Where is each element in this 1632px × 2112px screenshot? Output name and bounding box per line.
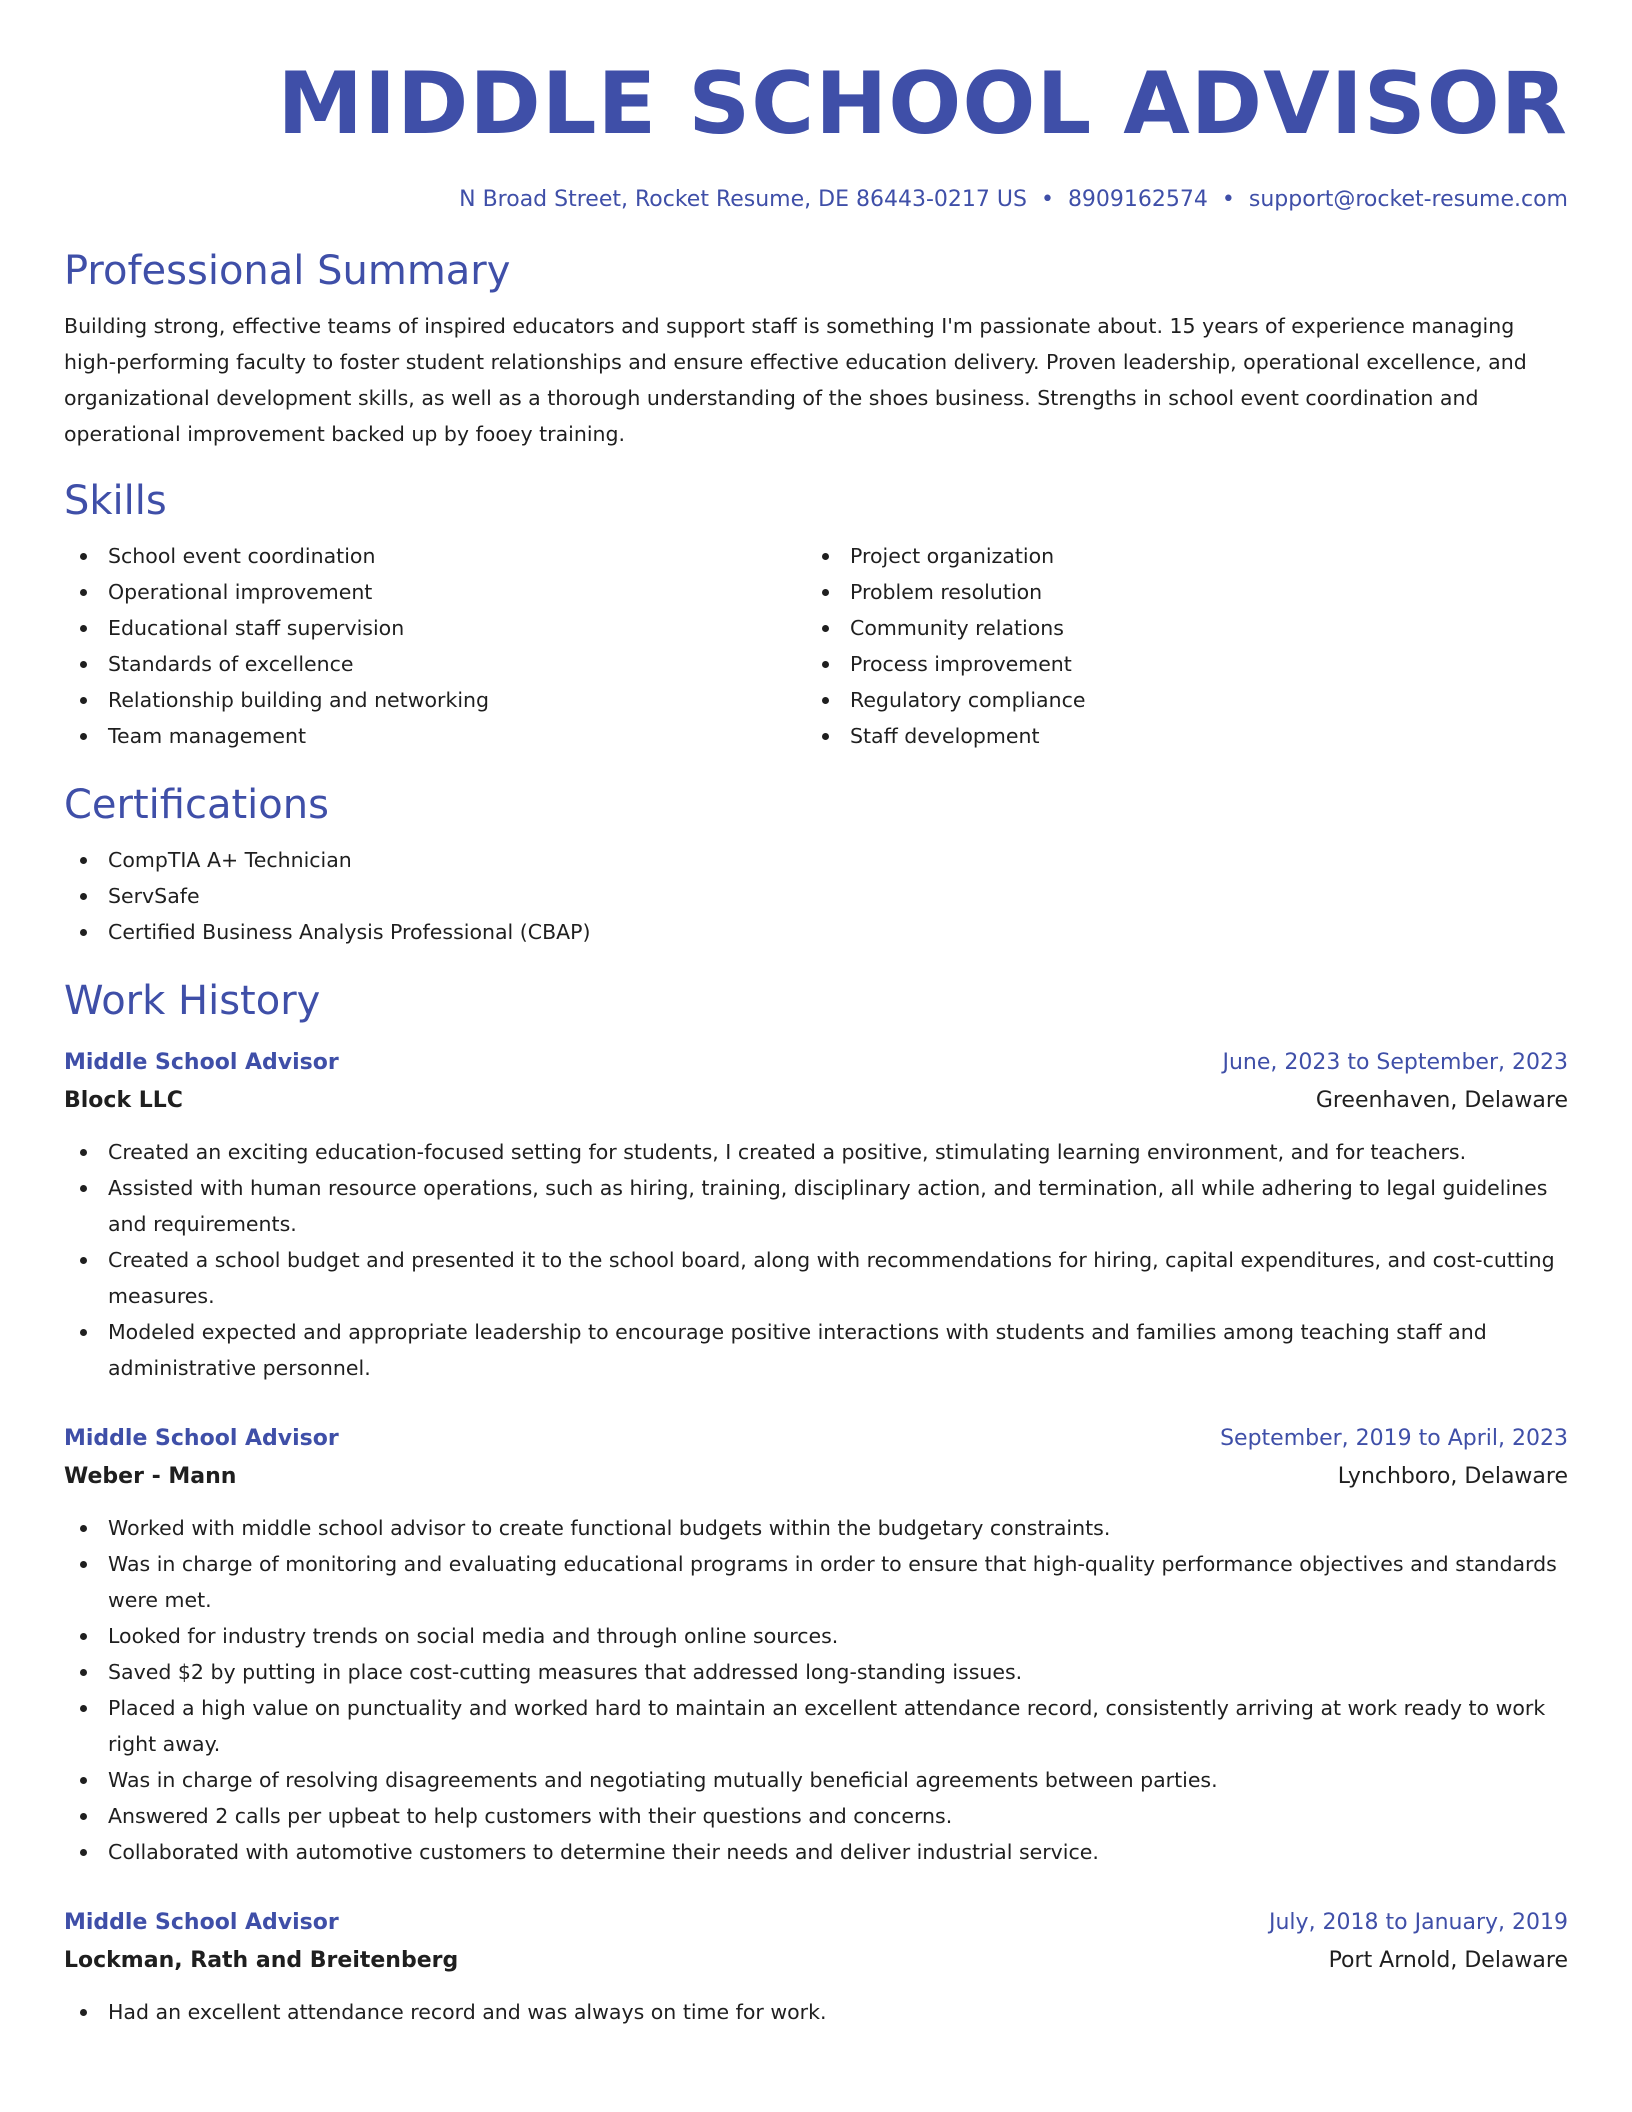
job-title: Middle School Advisor [64, 1050, 339, 1075]
job-company: Block LLC [64, 1088, 183, 1113]
job-bullet: Created a school budget and presented it to the school board, along with recommendations for hiring, capital expenditures, and cost-cutting measures. [64, 1242, 1568, 1314]
skill-item: Project organization [806, 538, 1548, 574]
job-company-row [64, 1942, 1568, 1980]
job-header-row [64, 1420, 1568, 1458]
job-dates: June, 2023 to September, 2023 [1222, 1050, 1568, 1075]
contact-email[interactable]: support@rocket-resume.com [1248, 187, 1568, 212]
certification-item: ServSafe [64, 878, 1568, 914]
certifications-list [64, 842, 1568, 950]
job-bullet: Assisted with human resource operations, such as hiring, training, disciplinary action, and termination, all while adhering to legal guidelines and requirements. [64, 1170, 1568, 1242]
job-bullet: Was in charge of monitoring and evaluating educational programs in order to ensure that high-quality performance objectives and standards were met. [64, 1546, 1568, 1618]
job-location: Greenhaven, Delaware [1315, 1088, 1568, 1113]
job-header-row [64, 1044, 1568, 1082]
skill-item: School event coordination [64, 538, 806, 574]
job-dates: July, 2018 to January, 2019 [1269, 1910, 1568, 1935]
skill-item: Educational staff supervision [64, 610, 806, 646]
skill-item: Operational improvement [64, 574, 806, 610]
skill-item: Team management [64, 718, 806, 754]
job-company-row [64, 1458, 1568, 1496]
skill-item: Relationship building and networking [64, 682, 806, 718]
summary-heading: Professional Summary [64, 248, 511, 294]
contact-address: N Broad Street, Rocket Resume, DE 86443-0217 US [459, 187, 1027, 212]
job-bullet: Created an exciting education-focused setting for students, I created a positive, stimulating learning environment, and for teachers. [64, 1134, 1568, 1170]
certification-item: Certified Business Analysis Professional (CBAP) [64, 914, 1568, 950]
job-bullet: Modeled expected and appropriate leadership to encourage positive interactions with students and families among teaching staff and administrative personnel. [64, 1314, 1568, 1386]
job-entry [64, 1904, 1568, 2030]
job-location: Port Arnold, Delaware [1328, 1948, 1568, 1973]
job-dates: September, 2019 to April, 2023 [1220, 1426, 1568, 1451]
job-bullet: Worked with middle school advisor to create functional budgets within the budgetary constraints. [64, 1510, 1568, 1546]
job-title: Middle School Advisor [64, 1910, 339, 1935]
job-bullet: Saved $2 by putting in place cost-cutting measures that addressed long-standing issues. [64, 1654, 1568, 1690]
job-bullet: Had an excellent attendance record and was always on time for work. [64, 1994, 1568, 2030]
job-company-row [64, 1082, 1568, 1120]
contact-phone: 8909162574 [1067, 187, 1208, 212]
skills-columns [64, 538, 1568, 754]
contact-line [64, 184, 1568, 216]
job-title: Middle School Advisor [64, 1426, 339, 1451]
contact-separator: • [1040, 187, 1054, 212]
job-entry [64, 1420, 1568, 1870]
resume-page [64, 0, 1568, 2112]
job-entry [64, 1044, 1568, 1386]
job-bullet: Was in charge of resolving disagreements and negotiating mutually beneficial agreements between parties. [64, 1762, 1568, 1798]
skill-item: Community relations [806, 610, 1548, 646]
job-bullet: Looked for industry trends on social media and through online sources. [64, 1618, 1568, 1654]
resume-name: MIDDLE SCHOOL ADVISOR [277, 54, 1568, 154]
skill-item: Staff development [806, 718, 1548, 754]
skill-item: Process improvement [806, 646, 1548, 682]
job-bullets [64, 1510, 1568, 1870]
work-history-heading: Work History [64, 978, 321, 1024]
certifications-heading: Certifications [64, 782, 329, 828]
job-bullet: Placed a high value on punctuality and worked hard to maintain an excellent attendance record, consistently arriving at work ready to work right away. [64, 1690, 1568, 1762]
skills-heading: Skills [64, 478, 167, 524]
skills-right-list [806, 538, 1548, 754]
skill-item: Standards of excellence [64, 646, 806, 682]
job-bullets [64, 1994, 1568, 2030]
job-company: Lockman, Rath and Breitenberg [64, 1948, 459, 1973]
job-bullet: Collaborated with automotive customers to determine their needs and deliver industrial service. [64, 1834, 1568, 1870]
job-bullets [64, 1134, 1568, 1386]
skill-item: Regulatory compliance [806, 682, 1548, 718]
job-company: Weber - Mann [64, 1464, 237, 1489]
summary-text: Building strong, effective teams of inspired educators and support staff is something I'm passionate about. 15 years of experience managing high-performing faculty to foster student relationships and ensure effective education delivery. Proven leadership, operational excellence, and organizational development skills, as well as a thorough understanding of the shoes business. Strengths in school event coordination and operational improvement backed up by fooey training. [64, 314, 1527, 446]
skill-item: Problem resolution [806, 574, 1548, 610]
job-location: Lynchboro, Delaware [1337, 1464, 1568, 1489]
certification-item: CompTIA A+ Technician [64, 842, 1568, 878]
job-header-row [64, 1904, 1568, 1942]
skills-left-list [64, 538, 806, 754]
contact-separator: • [1221, 187, 1235, 212]
job-bullet: Answered 2 calls per upbeat to help customers with their questions and concerns. [64, 1798, 1568, 1834]
